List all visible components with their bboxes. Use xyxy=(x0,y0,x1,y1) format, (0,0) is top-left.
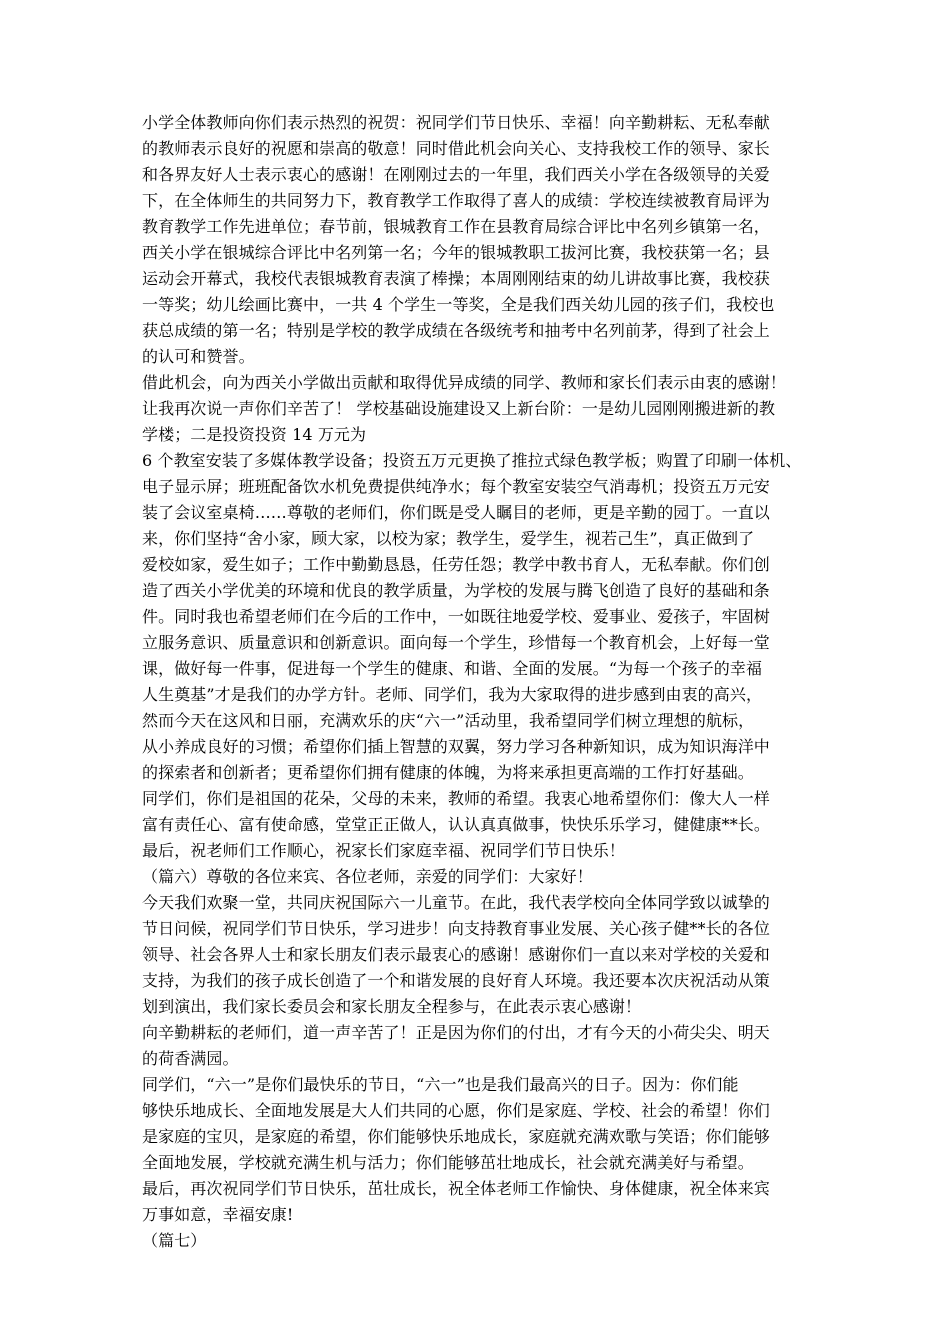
text-line: 运动会开幕式，我校代表银城教育表演了棒操；本周刚刚结束的幼儿讲故事比赛，我校获 xyxy=(142,269,770,288)
text-line: 获总成绩的第一名；特别是学校的教学成绩在各级统考和抽考中名列前茅，得到了社会上 xyxy=(142,321,770,340)
text-line: 从小养成良好的习惯；希望你们插上智慧的双翼，努力学习各种新知识，成为知识海洋中 xyxy=(142,737,770,756)
text-line: （篇六）尊敬的各位来宾、各位老师，亲爱的同学们：大家好！ xyxy=(142,867,593,886)
text-line: 西关小学在银城综合评比中名列第一名；今年的银城教职工拔河比赛，我校获第一名；县 xyxy=(142,243,770,262)
text-line: 的认可和赞誉。 xyxy=(142,347,255,366)
text-line: 装了会议室桌椅……尊敬的老师们，你们既是受人瞩目的老师，更是辛勤的园丁。一直以 xyxy=(142,503,770,522)
text-line: 的荷香满园。 xyxy=(142,1049,239,1068)
text-line: 教育教学工作先进单位；春节前，银城教育工作在县教育局综合评比中名列乡镇第一名， xyxy=(142,217,770,236)
text-line: 爱校如家，爱生如子；工作中勤勤恳恳，任劳任怨；教学中教书育人，无私奉献。你们创 xyxy=(142,555,770,574)
text-line: 让我再次说一声你们辛苦了！ 学校基础设施建设又上新台阶：一是幼儿园刚刚搬进新的教 xyxy=(142,399,776,418)
text-line: 万事如意，幸福安康! xyxy=(142,1205,294,1224)
text-line: 同学们，你们是祖国的花朵，父母的未来，教师的希望。我衷心地希望你们：像大人一样 xyxy=(142,789,770,808)
text-line: 和各界友好人士表示衷心的感谢！在刚刚过去的一年里，我们西关小学在各级领导的关爱 xyxy=(142,165,770,184)
text-line: 6 个教室安装了多媒体教学设备；投资五万元更换了推拉式绿色教学板；购置了印刷一体机、 xyxy=(142,451,802,470)
text-line: 课，做好每一件事，促进每一个学生的健康、和谐、全面的发展。“为每一个孩子的幸福 xyxy=(142,659,763,678)
text-line: 小学全体教师向你们表示热烈的祝贺：祝同学们节日快乐、幸福！向辛勤耕耘、无私奉献 xyxy=(142,113,770,132)
text-line: （篇七） xyxy=(142,1231,207,1250)
text-line: 最后，祝老师们工作顺心，祝家长们家庭幸福、祝同学们节日快乐！ xyxy=(142,841,626,860)
text-line: 立服务意识、质量意识和创新意识。面向每一个学生，珍惜每一个教育机会，上好每一堂 xyxy=(142,633,770,652)
text-line: 节日问候，祝同学们节日快乐，学习进步！向支持教育事业发展、关心孩子健**长的各位 xyxy=(142,919,771,938)
text-line: 来，你们坚持“舍小家，顾大家，以校为家；教学生，爱学生，视若己生”，真正做到了 xyxy=(142,529,755,548)
text-line: 下，在全体师生的共同努力下，教育教学工作取得了喜人的成绩：学校连续被教育局评为 xyxy=(142,191,770,210)
text-line: 学楼；二是投资投资 14 万元为 xyxy=(142,425,367,444)
document-body-text xyxy=(142,110,842,1254)
text-line: 最后，再次祝同学们节日快乐，茁壮成长，祝全体老师工作愉快、身体健康，祝全体来宾 xyxy=(142,1179,770,1198)
text-line: 支持，为我们的孩子成长创造了一个和谐发展的良好育人环境。我还要本次庆祝活动从策 xyxy=(142,971,770,990)
text-line: 件。同时我也希望老师们在今后的工作中，一如既往地爱学校、爱事业、爱孩子，牢固树 xyxy=(142,607,770,626)
text-line: 然而今天在这风和日丽，充满欢乐的庆“六一”活动里，我希望同学们树立理想的航标， xyxy=(142,711,755,730)
text-line: 今天我们欢聚一堂，共同庆祝国际六一儿童节。在此，我代表学校向全体同学致以诚挚的 xyxy=(142,893,770,912)
text-line: 的探索者和创新者；更希望你们拥有健康的体魄，为将来承担更高端的工作打好基础。 xyxy=(142,763,754,782)
text-line: 的教师表示良好的祝愿和崇高的敬意！同时借此机会向关心、支持我校工作的领导、家长 xyxy=(142,139,770,158)
text-line: 向辛勤耕耘的老师们，道一声辛苦了！正是因为你们的付出，才有今天的小荷尖尖、明天 xyxy=(142,1023,770,1042)
text-line: 借此机会，向为西关小学做出贡献和取得优异成绩的同学、教师和家长们表示由衷的感谢！ xyxy=(142,373,787,392)
text-line: 人生奠基”才是我们的办学方针。老师、同学们，我为大家取得的进步感到由衷的高兴， xyxy=(142,685,763,704)
text-line: 领导、社会各界人士和家长朋友们表示最衷心的感谢！感谢你们一直以来对学校的关爱和 xyxy=(142,945,770,964)
text-line: 划到演出，我们家长委员会和家长朋友全程参与，在此表示衷心感谢！ xyxy=(142,997,642,1016)
text-line: 同学们，“六一”是你们最快乐的节日，“六一”也是我们最高兴的日子。因为：你们能 xyxy=(142,1075,739,1094)
text-line: 富有责任心、富有使命感，堂堂正正做人，认认真真做事，快快乐乐学习，健健康**长。 xyxy=(142,815,771,834)
text-line: 造了西关小学优美的环境和优良的教学质量，为学校的发展与腾飞创造了良好的基础和条 xyxy=(142,581,770,600)
text-line: 全面地发展，学校就充满生机与活力；你们能够茁壮地成长，社会就充满美好与希望。 xyxy=(142,1153,754,1172)
text-line: 一等奖；幼儿绘画比赛中，一共 4 个学生一等奖，全是我们西关幼儿园的孩子们，我校也 xyxy=(142,295,775,314)
text-line: 够快乐地成长、全面地发展是大人们共同的心愿，你们是家庭、学校、社会的希望！你们 xyxy=(142,1101,770,1120)
text-line: 是家庭的宝贝，是家庭的希望，你们能够快乐地成长，家庭就充满欢歌与笑语；你们能够 xyxy=(142,1127,770,1146)
text-line: 电子显示屏；班班配备饮水机免费提供纯净水；每个教室安装空气消毒机；投资五万元安 xyxy=(142,477,770,496)
